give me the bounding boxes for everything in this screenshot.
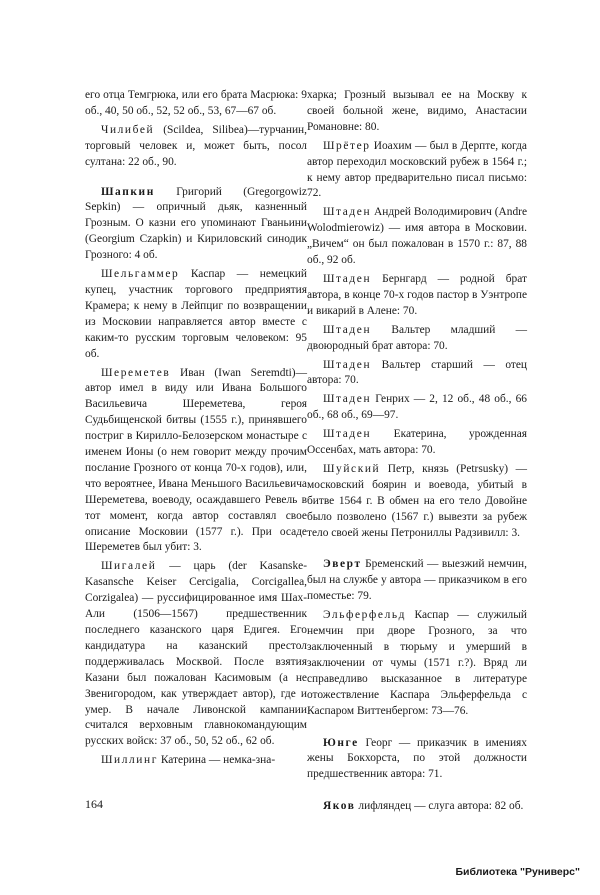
page-number: 164 bbox=[85, 797, 103, 811]
right-column bbox=[307, 88, 527, 818]
entry-headword: Штаден bbox=[322, 272, 372, 285]
index-entry: Эверт Бременский — выезжий немчин, был на службе у автора — приказчиком в его поместье: 79. bbox=[307, 558, 527, 603]
index-entry: Шиллинг Катерина — немка-зна- bbox=[100, 754, 276, 767]
entry-headword: Штаден bbox=[322, 393, 372, 406]
entry-headword: Чилибей bbox=[100, 123, 155, 136]
index-entry: Юнге Георг — приказчик в имениях жены Бокхорста, по этой должности предшественник автора: 71. bbox=[307, 736, 527, 781]
index-entry: его отца Темгрюка, или его брата Масрюка: 9 об., 40, 50 об., 52, 52 об., 53, 67—67 об. bbox=[85, 89, 307, 117]
entry-headword: Эверт bbox=[322, 558, 362, 571]
entry-headword: Штаден bbox=[322, 206, 372, 219]
entry-headword: Шиллинг bbox=[100, 754, 158, 767]
entry-headword: Шельгаммер bbox=[100, 268, 180, 281]
entry-headword: Юнге bbox=[322, 736, 359, 749]
entry-headword: Шереметев bbox=[100, 366, 171, 379]
index-entry: харка; Грозный вызывал ее на Москву к своей больной жене, видимо, Анастасии Романовне: 80. bbox=[307, 89, 527, 133]
index-entry: Штаден Екатерина, урожденная Оссенбах, мать автора: 70. bbox=[307, 428, 527, 457]
index-entry: Шуйский Петр, князь (Petrsusky) — московский боярин и воевода, убитый в битве 1564 г. В обмен на его тело Довойне было позволено (1567 г.) вывезти за рубеж тело своей жены Петрониллы Радзивилл: 3. bbox=[307, 462, 527, 539]
index-entry: Шельгаммер Каспар — немецкий купец, участник торгового предприятия Крамера; к нему в Лейпциг по возвращении из Московии направляется автор вместе с каким-то русским торговым человеком: 95 об. bbox=[85, 268, 307, 360]
entry-headword: Яков bbox=[322, 800, 356, 813]
entry-headword: Шуйский bbox=[322, 462, 381, 475]
index-entry: Шрётер Иоахим — был в Дерпте, когда автор переходил московский рубеж в 1564 г.; к нему автор предварительно писал письмо: 72. bbox=[307, 139, 527, 200]
index-entry: Штаден Вальтер старший — отец автора: 70. bbox=[307, 358, 527, 387]
entry-headword: Шрётер bbox=[322, 139, 371, 152]
index-entry: Штаден Вальтер младший — двоюродный брат автора: 70. bbox=[307, 323, 527, 352]
index-entry: Штаден Андрей Володимирович (Andre Wolodmierowiz) — имя автора в Московии. „Вичем“ он был пожалован в 1570 г.: 87, 88 об., 92 об. bbox=[307, 206, 527, 267]
left-column bbox=[85, 88, 307, 772]
entry-headword: Шигалей bbox=[100, 560, 157, 573]
index-entry: Шапкин Григорий (Gregorgowiz Sepkin) — опричный дьяк, казненный Грозным. О казни его упоминают Гваньини (Georgium Czapkin) и Кириловский синодик Грозного: 4 об. bbox=[85, 185, 307, 262]
entry-headword: Штаден bbox=[322, 358, 372, 371]
index-entry: Шереметев Иван (Iwan Seremdti)—автор имел в виду или Ивана Большого Васильевича Шереметева, героя Судьбищенской битвы (1555 г.), принявшего постриг в Кирилло-Белозерском монастыре с именем Ионы (о нем говорит между прочим послание Грозного от конца 70-х годов), или, что вероятнее, Ивана Меньшого Васильевича Шереметева, воеводу, осаждавшего Ревель в тот момент, когда автор составлял свое описание Московии (1577 г.). При осаде Шереметев был убит: 3. bbox=[85, 366, 307, 554]
library-watermark: Библиотека "Руниверс" bbox=[455, 866, 580, 878]
index-entry: Яков лифляндец — слуга автора: 82 об. bbox=[322, 800, 524, 813]
entry-headword: Шапкин bbox=[100, 185, 155, 198]
entry-headword: Штаден bbox=[322, 428, 372, 441]
index-entry: Шигалей — царь (der Kasanske-Kasansche Keiser Cercigalia, Corcigallea, Corzigalea) — руссифицированное имя Шах-Али (1506—1567) предшественник последнего казанского царя Едигея. Его кандидатура на казанский престол поддерживалась Москвой. После взятия Казани был пожалован Касимовым (а не Звенигородом, как утверждает автор), где и умер. В начале Ливонской кампании считался верховным главнокомандующим русских войск: 37 об., 50, 52 об., 62 об. bbox=[85, 560, 307, 748]
index-entry: Чилибей (Scildea, Silibea)—турчанин, торговый человек и, может быть, посол султана: 22 об., 90. bbox=[85, 123, 307, 168]
index-entry: Штаден Генрих — 2, 12 об., 48 об., 66 об., 68 об., 69—97. bbox=[307, 393, 527, 422]
entry-headword: Штаден bbox=[322, 323, 372, 336]
index-entry: Эльферфельд Каспар — служилый немчин при дворе Грозного, за что заключенный в тюрьму и умерший в заключении от чумы (1571 г.?). Вряд ли справедливо высказанное в литературе отожествление Каспара Эльферфельда с Каспаром Виттенбергом: 73—76. bbox=[307, 609, 527, 717]
index-entry: Штаден Бернгард — родной брат автора, в конце 70-х годов пастор в Уэнтропе и викарий в Алене: 70. bbox=[307, 272, 527, 317]
entry-headword: Эльферфельд bbox=[322, 609, 407, 622]
